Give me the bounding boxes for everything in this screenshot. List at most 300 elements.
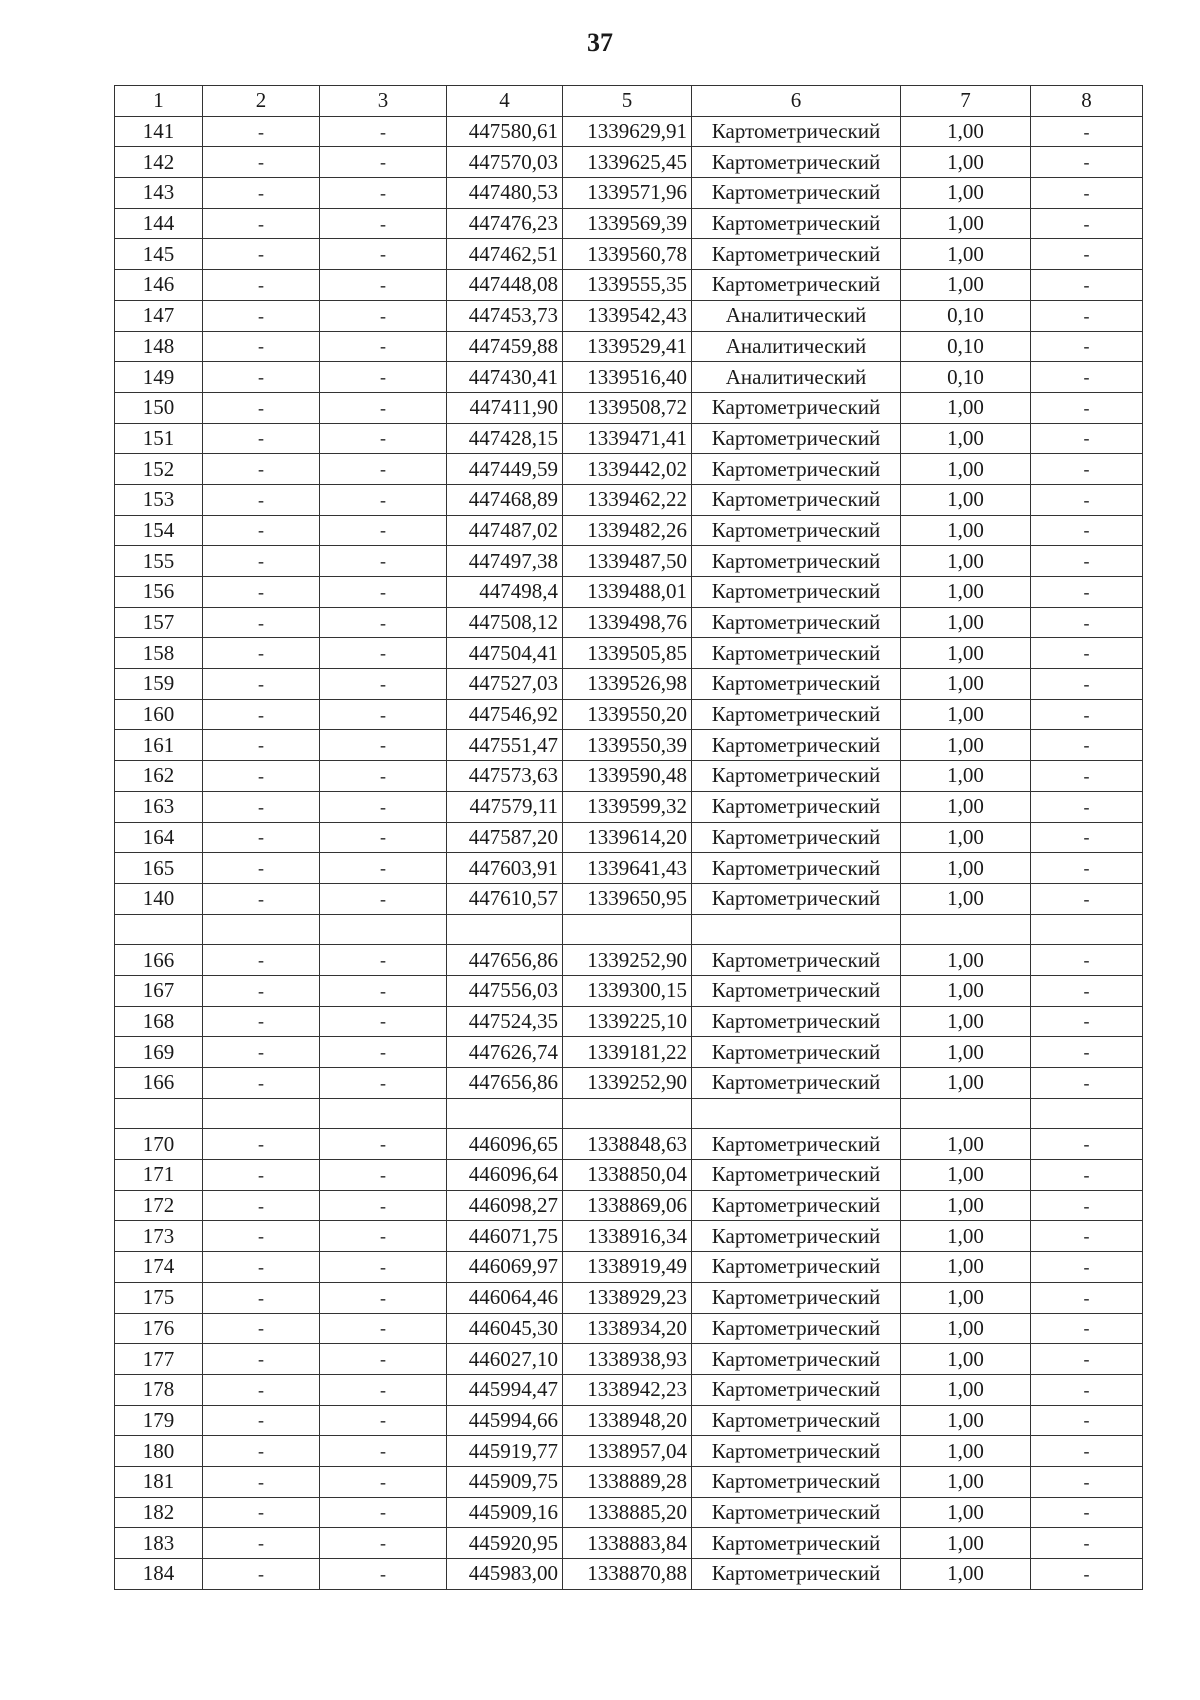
cell-col-3: - bbox=[320, 853, 447, 884]
cell-coordinate-y: 1339529,41 bbox=[563, 331, 692, 362]
cell-col-8: - bbox=[1031, 239, 1143, 270]
cell-accuracy: 1,00 bbox=[901, 1006, 1031, 1037]
table-row bbox=[115, 208, 1143, 239]
cell-col-2: - bbox=[203, 1313, 320, 1344]
cell-point-number: 183 bbox=[115, 1528, 203, 1559]
cell-accuracy: 1,00 bbox=[901, 761, 1031, 792]
cell-col-8: - bbox=[1031, 1221, 1143, 1252]
cell-method: Картометрический bbox=[692, 116, 901, 147]
cell-method: Картометрический bbox=[692, 1466, 901, 1497]
cell-accuracy: 1,00 bbox=[901, 270, 1031, 301]
cell-col-2: - bbox=[203, 1436, 320, 1467]
table-row bbox=[115, 975, 1143, 1006]
column-header-4: 4 bbox=[447, 86, 563, 117]
cell-point-number: 172 bbox=[115, 1190, 203, 1221]
cell-accuracy: 1,00 bbox=[901, 178, 1031, 209]
cell-accuracy: 1,00 bbox=[901, 1129, 1031, 1160]
cell-accuracy: 1,00 bbox=[901, 208, 1031, 239]
cell-col-2: - bbox=[203, 638, 320, 669]
cell-coordinate-x: 447579,11 bbox=[447, 791, 563, 822]
cell-col-3: - bbox=[320, 791, 447, 822]
cell-coordinate-x: 447497,38 bbox=[447, 546, 563, 577]
cell-col-8: - bbox=[1031, 546, 1143, 577]
cell-col-2: - bbox=[203, 1497, 320, 1528]
table-row bbox=[115, 638, 1143, 669]
cell-coordinate-y: 1339442,02 bbox=[563, 454, 692, 485]
cell-col-8: - bbox=[1031, 1313, 1143, 1344]
cell-accuracy: 1,00 bbox=[901, 1190, 1031, 1221]
cell-col-2: - bbox=[203, 761, 320, 792]
cell-coordinate-y: 1339542,43 bbox=[563, 300, 692, 331]
cell-col-3: - bbox=[320, 607, 447, 638]
cell-col-2: - bbox=[203, 1160, 320, 1191]
table-row bbox=[115, 454, 1143, 485]
cell-accuracy: 1,00 bbox=[901, 1344, 1031, 1375]
cell-point-number: 181 bbox=[115, 1466, 203, 1497]
cell-col-2: - bbox=[203, 515, 320, 546]
cell-coordinate-y: 1338929,23 bbox=[563, 1282, 692, 1313]
cell-coordinate-x: 447449,59 bbox=[447, 454, 563, 485]
cell-coordinate-x: 447656,86 bbox=[447, 1068, 563, 1099]
cell-col-2: - bbox=[203, 116, 320, 147]
cell-coordinate-y: 1339482,26 bbox=[563, 515, 692, 546]
cell-coordinate-x: 447573,63 bbox=[447, 761, 563, 792]
cell-coordinate-y: 1338885,20 bbox=[563, 1497, 692, 1528]
cell-col-2: - bbox=[203, 791, 320, 822]
cell-col-2 bbox=[203, 914, 320, 945]
cell-coordinate-y: 1339471,41 bbox=[563, 423, 692, 454]
cell-point-number: 157 bbox=[115, 607, 203, 638]
table-row bbox=[115, 392, 1143, 423]
cell-point-number: 150 bbox=[115, 392, 203, 423]
cell-coordinate-y: 1339571,96 bbox=[563, 178, 692, 209]
cell-col-2: - bbox=[203, 1344, 320, 1375]
cell-method: Картометрический bbox=[692, 454, 901, 485]
cell-coordinate-x: 445920,95 bbox=[447, 1528, 563, 1559]
cell-col-3: - bbox=[320, 1037, 447, 1068]
cell-point-number: 171 bbox=[115, 1160, 203, 1191]
cell-coordinate-x: 447551,47 bbox=[447, 730, 563, 761]
cell-accuracy: 1,00 bbox=[901, 699, 1031, 730]
cell-col-2: - bbox=[203, 730, 320, 761]
table-row bbox=[115, 669, 1143, 700]
cell-coordinate-x: 447556,03 bbox=[447, 975, 563, 1006]
cell-coordinate-y: 1339508,72 bbox=[563, 392, 692, 423]
cell-col-3: - bbox=[320, 208, 447, 239]
cell-method: Картометрический bbox=[692, 975, 901, 1006]
cell-col-2: - bbox=[203, 546, 320, 577]
cell-method: Картометрический bbox=[692, 761, 901, 792]
cell-coordinate-y: 1339462,22 bbox=[563, 484, 692, 515]
column-header-8: 8 bbox=[1031, 86, 1143, 117]
cell-accuracy bbox=[901, 914, 1031, 945]
cell-method: Картометрический bbox=[692, 1344, 901, 1375]
cell-coordinate-x: 447603,91 bbox=[447, 853, 563, 884]
cell-point-number: 146 bbox=[115, 270, 203, 301]
cell-coordinate-y: 1339526,98 bbox=[563, 669, 692, 700]
cell-method: Картометрический bbox=[692, 883, 901, 914]
cell-coordinate-x: 447524,35 bbox=[447, 1006, 563, 1037]
table-row bbox=[115, 423, 1143, 454]
table-row bbox=[115, 1037, 1143, 1068]
cell-col-3: - bbox=[320, 577, 447, 608]
cell-point-number: 175 bbox=[115, 1282, 203, 1313]
cell-method: Картометрический bbox=[692, 669, 901, 700]
cell-coordinate-x: 446071,75 bbox=[447, 1221, 563, 1252]
cell-col-3: - bbox=[320, 147, 447, 178]
cell-coordinate-x: 447498,4 bbox=[447, 577, 563, 608]
cell-method: Картометрический bbox=[692, 577, 901, 608]
cell-accuracy: 1,00 bbox=[901, 883, 1031, 914]
cell-col-8: - bbox=[1031, 1160, 1143, 1191]
cell-point-number: 158 bbox=[115, 638, 203, 669]
column-header-6: 6 bbox=[692, 86, 901, 117]
cell-col-8: - bbox=[1031, 730, 1143, 761]
cell-accuracy: 1,00 bbox=[901, 1252, 1031, 1283]
cell-point-number: 147 bbox=[115, 300, 203, 331]
cell-method: Картометрический bbox=[692, 1405, 901, 1436]
cell-col-2: - bbox=[203, 1405, 320, 1436]
cell-method bbox=[692, 1098, 901, 1129]
cell-method: Картометрический bbox=[692, 1129, 901, 1160]
cell-point-number: 165 bbox=[115, 853, 203, 884]
cell-col-8: - bbox=[1031, 883, 1143, 914]
cell-coordinate-x: 446045,30 bbox=[447, 1313, 563, 1344]
cell-method: Картометрический bbox=[692, 638, 901, 669]
cell-accuracy: 1,00 bbox=[901, 669, 1031, 700]
cell-col-3: - bbox=[320, 1559, 447, 1590]
cell-col-2: - bbox=[203, 1190, 320, 1221]
cell-coordinate-y: 1339505,85 bbox=[563, 638, 692, 669]
cell-col-3: - bbox=[320, 116, 447, 147]
cell-coordinate-y: 1338919,49 bbox=[563, 1252, 692, 1283]
cell-coordinate-y: 1338957,04 bbox=[563, 1436, 692, 1467]
cell-point-number: 178 bbox=[115, 1374, 203, 1405]
cell-col-2: - bbox=[203, 423, 320, 454]
cell-coordinate-y: 1338938,93 bbox=[563, 1344, 692, 1375]
cell-coordinate-x: 446098,27 bbox=[447, 1190, 563, 1221]
table-row bbox=[115, 607, 1143, 638]
page-number: 37 bbox=[587, 28, 613, 57]
cell-col-8: - bbox=[1031, 178, 1143, 209]
cell-coordinate-y: 1338916,34 bbox=[563, 1221, 692, 1252]
cell-point-number: 168 bbox=[115, 1006, 203, 1037]
cell-coordinate-y: 1339498,76 bbox=[563, 607, 692, 638]
cell-accuracy: 1,00 bbox=[901, 822, 1031, 853]
cell-col-2: - bbox=[203, 975, 320, 1006]
cell-col-3: - bbox=[320, 975, 447, 1006]
cell-coordinate-y: 1339550,39 bbox=[563, 730, 692, 761]
cell-col-2: - bbox=[203, 147, 320, 178]
cell-point-number: 154 bbox=[115, 515, 203, 546]
cell-col-2: - bbox=[203, 1528, 320, 1559]
cell-accuracy: 1,00 bbox=[901, 423, 1031, 454]
cell-accuracy: 1,00 bbox=[901, 975, 1031, 1006]
cell-col-8: - bbox=[1031, 454, 1143, 485]
cell-col-8: - bbox=[1031, 1068, 1143, 1099]
cell-col-2: - bbox=[203, 362, 320, 393]
cell-coordinate-y: 1339625,45 bbox=[563, 147, 692, 178]
cell-col-3: - bbox=[320, 178, 447, 209]
table-row bbox=[115, 1252, 1143, 1283]
cell-col-2: - bbox=[203, 945, 320, 976]
table-row bbox=[115, 1313, 1143, 1344]
cell-method: Аналитический bbox=[692, 362, 901, 393]
cell-coordinate-x: 447476,23 bbox=[447, 208, 563, 239]
cell-col-8: - bbox=[1031, 975, 1143, 1006]
cell-col-8: - bbox=[1031, 1006, 1143, 1037]
cell-col-3: - bbox=[320, 730, 447, 761]
cell-method: Картометрический bbox=[692, 1436, 901, 1467]
cell-col-8 bbox=[1031, 914, 1143, 945]
cell-coordinate-x: 447462,51 bbox=[447, 239, 563, 270]
cell-col-3 bbox=[320, 914, 447, 945]
cell-coordinate-y: 1339488,01 bbox=[563, 577, 692, 608]
cell-coordinate-y: 1339555,35 bbox=[563, 270, 692, 301]
cell-coordinate-y: 1338850,04 bbox=[563, 1160, 692, 1191]
cell-col-3: - bbox=[320, 392, 447, 423]
table-row bbox=[115, 1497, 1143, 1528]
cell-method: Картометрический bbox=[692, 546, 901, 577]
cell-col-3: - bbox=[320, 454, 447, 485]
cell-col-8 bbox=[1031, 1098, 1143, 1129]
cell-accuracy: 1,00 bbox=[901, 147, 1031, 178]
cell-method: Картометрический bbox=[692, 945, 901, 976]
cell-accuracy: 1,00 bbox=[901, 392, 1031, 423]
cell-method: Картометрический bbox=[692, 822, 901, 853]
cell-point-number: 170 bbox=[115, 1129, 203, 1160]
cell-method: Картометрический bbox=[692, 1190, 901, 1221]
table-row bbox=[115, 822, 1143, 853]
table-row bbox=[115, 1466, 1143, 1497]
cell-method: Картометрический bbox=[692, 1160, 901, 1191]
table-row bbox=[115, 1129, 1143, 1160]
cell-col-2: - bbox=[203, 1006, 320, 1037]
table-row bbox=[115, 945, 1143, 976]
cell-col-8: - bbox=[1031, 300, 1143, 331]
cell-point-number: 182 bbox=[115, 1497, 203, 1528]
cell-coordinate-x: 445909,75 bbox=[447, 1466, 563, 1497]
cell-coordinate-x: 445909,16 bbox=[447, 1497, 563, 1528]
cell-accuracy: 1,00 bbox=[901, 791, 1031, 822]
cell-coordinate-x: 447580,61 bbox=[447, 116, 563, 147]
cell-col-2: - bbox=[203, 822, 320, 853]
cell-coordinate-y bbox=[563, 1098, 692, 1129]
cell-accuracy: 1,00 bbox=[901, 1466, 1031, 1497]
cell-method: Картометрический bbox=[692, 607, 901, 638]
cell-accuracy: 1,00 bbox=[901, 1559, 1031, 1590]
cell-col-2: - bbox=[203, 1374, 320, 1405]
cell-coordinate-x: 445919,77 bbox=[447, 1436, 563, 1467]
cell-col-8: - bbox=[1031, 1190, 1143, 1221]
coordinates-table bbox=[114, 85, 1143, 1590]
cell-accuracy bbox=[901, 1098, 1031, 1129]
table-row bbox=[115, 699, 1143, 730]
cell-coordinate-y: 1339560,78 bbox=[563, 239, 692, 270]
table-row bbox=[115, 239, 1143, 270]
cell-col-2: - bbox=[203, 270, 320, 301]
cell-col-8: - bbox=[1031, 270, 1143, 301]
cell-accuracy: 0,10 bbox=[901, 331, 1031, 362]
cell-col-2: - bbox=[203, 178, 320, 209]
cell-col-3: - bbox=[320, 669, 447, 700]
cell-coordinate-y bbox=[563, 914, 692, 945]
table-row bbox=[115, 1006, 1143, 1037]
cell-point-number: 167 bbox=[115, 975, 203, 1006]
cell-point-number: 152 bbox=[115, 454, 203, 485]
cell-method: Картометрический bbox=[692, 1252, 901, 1283]
cell-col-8: - bbox=[1031, 1282, 1143, 1313]
cell-point-number: 153 bbox=[115, 484, 203, 515]
cell-col-3 bbox=[320, 1098, 447, 1129]
cell-coordinate-x: 447546,92 bbox=[447, 699, 563, 730]
table-body bbox=[115, 116, 1143, 1589]
cell-accuracy: 1,00 bbox=[901, 1405, 1031, 1436]
column-header-2: 2 bbox=[203, 86, 320, 117]
cell-method: Картометрический bbox=[692, 484, 901, 515]
cell-coordinate-x: 445983,00 bbox=[447, 1559, 563, 1590]
cell-coordinate-x bbox=[447, 914, 563, 945]
cell-col-3: - bbox=[320, 484, 447, 515]
table-header-row bbox=[115, 86, 1143, 117]
cell-col-3: - bbox=[320, 945, 447, 976]
cell-point-number: 155 bbox=[115, 546, 203, 577]
cell-point-number: 160 bbox=[115, 699, 203, 730]
cell-col-8: - bbox=[1031, 1252, 1143, 1283]
cell-accuracy: 1,00 bbox=[901, 1436, 1031, 1467]
cell-coordinate-x: 446027,10 bbox=[447, 1344, 563, 1375]
cell-coordinate-x bbox=[447, 1098, 563, 1129]
cell-coordinate-y: 1338848,63 bbox=[563, 1129, 692, 1160]
cell-col-2: - bbox=[203, 300, 320, 331]
cell-col-8: - bbox=[1031, 1497, 1143, 1528]
cell-col-3: - bbox=[320, 761, 447, 792]
cell-method: Картометрический bbox=[692, 515, 901, 546]
cell-col-3: - bbox=[320, 300, 447, 331]
cell-method: Картометрический bbox=[692, 1528, 901, 1559]
cell-col-8: - bbox=[1031, 669, 1143, 700]
cell-col-3: - bbox=[320, 1160, 447, 1191]
cell-method: Картометрический bbox=[692, 239, 901, 270]
cell-col-8: - bbox=[1031, 484, 1143, 515]
table-row bbox=[115, 883, 1143, 914]
cell-coordinate-x: 446064,46 bbox=[447, 1282, 563, 1313]
table-row bbox=[115, 362, 1143, 393]
cell-col-3: - bbox=[320, 638, 447, 669]
cell-col-8: - bbox=[1031, 208, 1143, 239]
cell-col-8: - bbox=[1031, 362, 1143, 393]
cell-col-3: - bbox=[320, 331, 447, 362]
table-row bbox=[115, 761, 1143, 792]
table-row bbox=[115, 484, 1143, 515]
cell-accuracy: 1,00 bbox=[901, 454, 1031, 485]
cell-method: Картометрический bbox=[692, 178, 901, 209]
cell-point-number bbox=[115, 914, 203, 945]
table-row bbox=[115, 1374, 1143, 1405]
cell-accuracy: 1,00 bbox=[901, 1282, 1031, 1313]
cell-method: Картометрический bbox=[692, 853, 901, 884]
cell-col-2: - bbox=[203, 607, 320, 638]
cell-coordinate-x: 447527,03 bbox=[447, 669, 563, 700]
cell-method: Картометрический bbox=[692, 1037, 901, 1068]
cell-method: Картометрический bbox=[692, 1221, 901, 1252]
cell-col-3: - bbox=[320, 1374, 447, 1405]
cell-coordinate-y: 1339181,22 bbox=[563, 1037, 692, 1068]
cell-point-number: 176 bbox=[115, 1313, 203, 1344]
cell-coordinate-x: 447448,08 bbox=[447, 270, 563, 301]
cell-col-8: - bbox=[1031, 147, 1143, 178]
cell-coordinate-y: 1339225,10 bbox=[563, 1006, 692, 1037]
cell-point-number: 166 bbox=[115, 945, 203, 976]
cell-coordinate-x: 447459,88 bbox=[447, 331, 563, 362]
cell-col-2: - bbox=[203, 1466, 320, 1497]
cell-coordinate-y: 1338934,20 bbox=[563, 1313, 692, 1344]
table-row bbox=[115, 1436, 1143, 1467]
cell-col-2: - bbox=[203, 1129, 320, 1160]
cell-col-3: - bbox=[320, 1344, 447, 1375]
cell-coordinate-x: 447430,41 bbox=[447, 362, 563, 393]
cell-point-number: 144 bbox=[115, 208, 203, 239]
cell-coordinate-x: 447428,15 bbox=[447, 423, 563, 454]
cell-accuracy: 1,00 bbox=[901, 945, 1031, 976]
cell-col-8: - bbox=[1031, 945, 1143, 976]
table-row bbox=[115, 515, 1143, 546]
cell-accuracy: 1,00 bbox=[901, 1068, 1031, 1099]
cell-col-2: - bbox=[203, 1252, 320, 1283]
cell-method: Картометрический bbox=[692, 1497, 901, 1528]
cell-col-8: - bbox=[1031, 1037, 1143, 1068]
table-row bbox=[115, 1559, 1143, 1590]
cell-accuracy: 1,00 bbox=[901, 515, 1031, 546]
cell-col-8: - bbox=[1031, 1405, 1143, 1436]
cell-coordinate-y: 1339516,40 bbox=[563, 362, 692, 393]
cell-coordinate-y: 1338889,28 bbox=[563, 1466, 692, 1497]
cell-accuracy: 1,00 bbox=[901, 638, 1031, 669]
column-header-1: 1 bbox=[115, 86, 203, 117]
cell-coordinate-y: 1339629,91 bbox=[563, 116, 692, 147]
cell-coordinate-y: 1338869,06 bbox=[563, 1190, 692, 1221]
cell-accuracy: 1,00 bbox=[901, 1374, 1031, 1405]
cell-col-2: - bbox=[203, 208, 320, 239]
cell-point-number: 166 bbox=[115, 1068, 203, 1099]
cell-coordinate-y: 1338948,20 bbox=[563, 1405, 692, 1436]
cell-coordinate-y: 1338870,88 bbox=[563, 1559, 692, 1590]
cell-point-number: 156 bbox=[115, 577, 203, 608]
separator-row bbox=[115, 1098, 1143, 1129]
cell-point-number: 180 bbox=[115, 1436, 203, 1467]
cell-col-2: - bbox=[203, 1037, 320, 1068]
cell-col-3: - bbox=[320, 270, 447, 301]
cell-col-8: - bbox=[1031, 1374, 1143, 1405]
cell-accuracy: 1,00 bbox=[901, 853, 1031, 884]
cell-coordinate-y: 1339487,50 bbox=[563, 546, 692, 577]
table-row bbox=[115, 331, 1143, 362]
cell-coordinate-y: 1339650,95 bbox=[563, 883, 692, 914]
cell-point-number: 184 bbox=[115, 1559, 203, 1590]
cell-col-8: - bbox=[1031, 1344, 1143, 1375]
table-row bbox=[115, 116, 1143, 147]
cell-col-3: - bbox=[320, 1313, 447, 1344]
cell-point-number bbox=[115, 1098, 203, 1129]
cell-point-number: 151 bbox=[115, 423, 203, 454]
table-row bbox=[115, 1344, 1143, 1375]
cell-col-3: - bbox=[320, 1006, 447, 1037]
column-header-3: 3 bbox=[320, 86, 447, 117]
cell-col-2: - bbox=[203, 239, 320, 270]
cell-method: Картометрический bbox=[692, 1068, 901, 1099]
cell-col-3: - bbox=[320, 1221, 447, 1252]
cell-col-2: - bbox=[203, 1282, 320, 1313]
